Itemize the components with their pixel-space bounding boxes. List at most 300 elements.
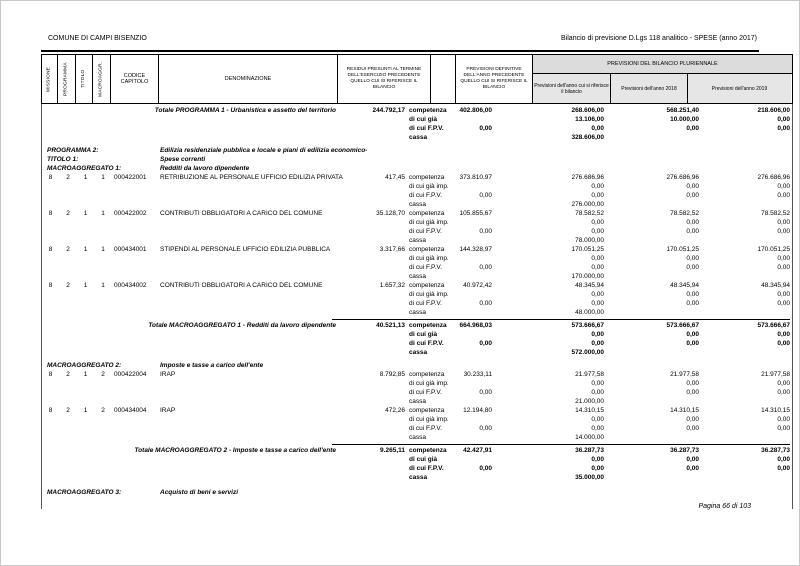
anno-2018-value: 0,00 bbox=[686, 456, 699, 463]
anno-riferimento-value: 276.686,96 bbox=[571, 174, 604, 181]
row-left-block bbox=[42, 415, 339, 424]
previsioni-definitive-value bbox=[445, 236, 492, 245]
row-left-block bbox=[42, 339, 339, 348]
residui-presunti-column-header: RESIDUI PRESUNTI AL TERMINE DELL'ESERCIZIO PRECEDENTE QUELLO CUI SI RIFERISCE IL BILANCIO bbox=[338, 54, 431, 104]
table-row bbox=[42, 254, 792, 263]
anno-2019-value: 170.051,25 bbox=[757, 246, 790, 253]
anno-riferimento-value: 78.582,52 bbox=[575, 210, 604, 217]
table-row bbox=[42, 191, 792, 200]
previsioni-definitive-value bbox=[445, 133, 492, 142]
previsioni-definitive-value bbox=[445, 290, 492, 299]
table-row bbox=[42, 339, 792, 348]
previsioni-definitive-value bbox=[445, 455, 492, 464]
anno-2018-value: 36.287,73 bbox=[670, 447, 699, 454]
anno-2018-value: 170.051,25 bbox=[666, 246, 699, 253]
previsioni-definitive-value bbox=[445, 415, 492, 424]
table-row bbox=[42, 308, 792, 317]
table-body bbox=[41, 104, 793, 509]
line-label: competenza bbox=[409, 210, 445, 217]
anno-riferimento-value: 170.051,25 bbox=[571, 246, 604, 253]
anno-2019-value bbox=[699, 133, 790, 142]
anno-riferimento-value: 572.000,00 bbox=[571, 349, 604, 356]
anno-riferimento-value: 0,00 bbox=[591, 416, 604, 423]
line-label: di cui già imp. bbox=[409, 416, 449, 423]
line-label: di cui F.P.V. bbox=[409, 228, 442, 235]
previsioni-definitive-value bbox=[445, 254, 492, 263]
anno-2018-value: 0,00 bbox=[686, 228, 699, 235]
row-left-block bbox=[42, 236, 339, 245]
residui-value: 472,26 bbox=[385, 407, 405, 414]
table-row bbox=[42, 455, 792, 464]
anno-2018-value bbox=[604, 308, 699, 317]
programma-code: 2 bbox=[66, 282, 70, 289]
line-label: di cui già imp. bbox=[409, 219, 449, 226]
anno-2018-value: 0,00 bbox=[686, 219, 699, 226]
capitolo-cell: 000422004 bbox=[114, 371, 147, 378]
anno-2018-value: 0,00 bbox=[686, 331, 699, 338]
previsioni-definitive-value: 0,00 bbox=[479, 425, 492, 432]
anno-2018-value bbox=[604, 133, 699, 142]
section-label: MACROAGGREGATO 2: bbox=[47, 362, 122, 369]
row-left-block bbox=[42, 173, 343, 182]
anno-2018-value bbox=[604, 200, 699, 209]
previsioni-definitive-value: 144.328,97 bbox=[459, 246, 492, 253]
titolo-code: 1 bbox=[83, 371, 88, 378]
anno-2019-value: 0,00 bbox=[777, 416, 790, 423]
anno-2019-value: 14.310,15 bbox=[761, 407, 790, 414]
missione-code: 8 bbox=[48, 371, 53, 378]
previsioni-definitive-value bbox=[445, 379, 492, 388]
totals-separator-line bbox=[332, 444, 790, 445]
programma-code: 2 bbox=[66, 407, 70, 414]
line-label: competenza bbox=[409, 107, 447, 114]
table-row bbox=[42, 370, 792, 379]
line-label: competenza bbox=[409, 246, 445, 253]
anno-riferimento-value: 48.345,94 bbox=[575, 282, 604, 289]
section-text: Acquisto di beni e servizi bbox=[160, 489, 239, 496]
previsioni-definitive-value: 0,00 bbox=[479, 264, 492, 271]
anno-riferimento-value: 35.000,00 bbox=[575, 474, 604, 481]
anno-riferimento-value: 0,00 bbox=[591, 125, 604, 132]
table-row bbox=[42, 415, 792, 424]
row-left-block bbox=[42, 406, 339, 415]
anno-riferimento-value: 0,00 bbox=[591, 264, 604, 271]
anno-riferimento-value: 14.310,15 bbox=[575, 407, 604, 414]
anno-2019-value: 0,00 bbox=[777, 340, 790, 347]
anno-2018-value: 276.686,96 bbox=[666, 174, 699, 181]
anno-riferimento-value: 21.000,00 bbox=[575, 398, 604, 405]
anno-2019-value: 0,00 bbox=[777, 192, 790, 199]
capitolo-cell: 000434004 bbox=[114, 407, 147, 414]
table-row bbox=[42, 106, 792, 115]
line-label: di cui F.P.V. bbox=[409, 389, 442, 396]
anno-riferimento-value: 0,00 bbox=[591, 291, 604, 298]
residui-value bbox=[339, 379, 405, 388]
table-row bbox=[42, 272, 792, 281]
section-row bbox=[42, 488, 792, 497]
denominazione-cell: RETRIBUZIONE AL PERSONALE UFFICIO EDILIZIA PRIVATA bbox=[160, 174, 343, 181]
macroaggr-code: 2 bbox=[101, 371, 105, 378]
anno-riferimento-value: 170.000,00 bbox=[571, 273, 604, 280]
previsioni-definitive-value bbox=[445, 115, 492, 124]
row-left-block bbox=[42, 388, 339, 397]
row-left-block bbox=[42, 115, 339, 124]
previsioni-definitive-value: 0,00 bbox=[479, 389, 492, 396]
anno-2018-value: 0,00 bbox=[686, 300, 699, 307]
anno-2019-value: 0,00 bbox=[777, 183, 790, 190]
missione-code: 8 bbox=[48, 282, 53, 289]
table-row bbox=[42, 218, 792, 227]
table-row bbox=[42, 236, 792, 245]
line-label: competenza bbox=[409, 282, 445, 289]
row-left-block bbox=[42, 263, 339, 272]
row-left-block bbox=[42, 473, 339, 482]
anno-2018-value: 0,00 bbox=[686, 192, 699, 199]
denominazione-cell: IRAP bbox=[160, 371, 176, 378]
previsioni-definitive-value: 664.968,03 bbox=[459, 322, 492, 329]
anno-2018-value: 0,00 bbox=[686, 264, 699, 271]
residui-value bbox=[339, 388, 405, 397]
table-header bbox=[41, 54, 793, 104]
anno-2019-value bbox=[699, 308, 790, 317]
row-left-block bbox=[42, 227, 339, 236]
anno-2019-value: 0,00 bbox=[777, 219, 790, 226]
table-row bbox=[42, 209, 792, 218]
anno-2018-value: 0,00 bbox=[686, 380, 699, 387]
section-text: Spese correnti bbox=[160, 156, 206, 163]
previsioni-definitive-value: 40.972,42 bbox=[463, 282, 492, 289]
line-label: di cui F.P.V. bbox=[409, 125, 444, 132]
line-label: di cui già bbox=[409, 331, 438, 338]
previsioni-definitive-value: 0,00 bbox=[479, 125, 492, 132]
table-row bbox=[42, 433, 792, 442]
anno-riferimento-value: 0,00 bbox=[591, 340, 604, 347]
page-number: Pagina 66 di 103 bbox=[698, 503, 751, 510]
residui-value: 8.792,85 bbox=[379, 371, 405, 378]
detail-row-group bbox=[42, 209, 792, 245]
table-row bbox=[42, 227, 792, 236]
previsioni-definitive-value bbox=[445, 348, 492, 357]
anno-riferimento-value: 276.000,00 bbox=[571, 201, 604, 208]
row-left-block bbox=[42, 133, 339, 142]
total-row-group bbox=[42, 106, 792, 142]
anno-2018-value bbox=[604, 348, 699, 357]
row-left-block bbox=[42, 281, 339, 290]
total-row-group bbox=[42, 321, 792, 357]
row-left-block bbox=[42, 254, 339, 263]
anno-2019-value: 78.582,52 bbox=[761, 210, 790, 217]
anno-2019-value: 36.287,73 bbox=[761, 447, 790, 454]
row-left-block bbox=[42, 272, 339, 281]
anno-riferimento-value: 0,00 bbox=[591, 183, 604, 190]
section-label: MACROAGGREGATO 3: bbox=[47, 489, 122, 496]
line-label: di cui già imp. bbox=[409, 255, 449, 262]
line-label: cassa bbox=[409, 434, 426, 441]
anno-2019-value bbox=[699, 433, 790, 442]
macroaggr-column-header: MACROAGGR. bbox=[93, 54, 111, 104]
spacer-header-cell bbox=[431, 54, 456, 104]
missione-code: 8 bbox=[48, 210, 53, 217]
anno-riferimento-value: 0,00 bbox=[591, 228, 604, 235]
anno-2019-value: 0,00 bbox=[777, 300, 790, 307]
section-row bbox=[42, 361, 792, 370]
anno-2018-value: 0,00 bbox=[686, 183, 699, 190]
anno-2018-value bbox=[604, 397, 699, 406]
anno-2019-value: 573.666,67 bbox=[757, 322, 790, 329]
previsioni-definitive-value bbox=[445, 200, 492, 209]
residui-value bbox=[339, 263, 405, 272]
line-label: di cui F.P.V. bbox=[409, 300, 442, 307]
anno-2018-value: 568.251,40 bbox=[666, 107, 699, 114]
anno-riferimento-value: 0,00 bbox=[591, 425, 604, 432]
anno-2019-value: 218.606,00 bbox=[757, 107, 790, 114]
anno-2019-value: 0,00 bbox=[777, 228, 790, 235]
anno-2019-value: 0,00 bbox=[777, 380, 790, 387]
residui-value bbox=[339, 397, 405, 406]
anno-2019-value bbox=[699, 272, 790, 281]
table-row bbox=[42, 200, 792, 209]
anno-2019-value: 0,00 bbox=[777, 425, 790, 432]
residui-value: 244.792,17 bbox=[372, 107, 405, 114]
previsioni-definitive-value: 402.806,00 bbox=[459, 107, 492, 114]
previsioni-definitive-value: 12.194,80 bbox=[463, 407, 492, 414]
macroaggr-code: 1 bbox=[101, 282, 105, 289]
row-left-block bbox=[42, 299, 339, 308]
section-text: Edilizia residenziale pubblica e locale e piani di edilizia economico- bbox=[160, 147, 368, 154]
table-row bbox=[42, 124, 792, 133]
row-left-block bbox=[42, 308, 339, 317]
macroaggr-code: 2 bbox=[101, 407, 105, 414]
line-label: di cui già bbox=[409, 116, 438, 123]
residui-value bbox=[339, 473, 405, 482]
residui-value: 40.521,13 bbox=[376, 322, 405, 329]
macroaggr-code: 1 bbox=[101, 246, 105, 253]
anno-2019-value bbox=[699, 236, 790, 245]
programma-code: 2 bbox=[66, 174, 70, 181]
table-row bbox=[42, 330, 792, 339]
anno-2018-value bbox=[604, 236, 699, 245]
denominazione-cell: CONTRIBUTI OBBLIGATORI A CARICO DEL COMUNE bbox=[160, 282, 323, 289]
line-label: di cui F.P.V. bbox=[409, 340, 444, 347]
row-left-block bbox=[42, 370, 339, 379]
anno-2018-value bbox=[604, 433, 699, 442]
capitolo-cell: 000422001 bbox=[114, 174, 147, 181]
anno-2018-value: 0,00 bbox=[686, 389, 699, 396]
detail-row-group bbox=[42, 245, 792, 281]
anno-riferimento-value: 78.000,00 bbox=[575, 237, 604, 244]
row-left-block bbox=[42, 290, 339, 299]
row-left-block bbox=[42, 379, 339, 388]
missione-code: 8 bbox=[48, 174, 53, 181]
row-left-block bbox=[42, 209, 339, 218]
titolo-code: 1 bbox=[83, 282, 88, 289]
section-row bbox=[42, 146, 792, 155]
residui-value bbox=[339, 348, 405, 357]
residui-value bbox=[339, 133, 405, 142]
anno-2018-value: 0,00 bbox=[686, 416, 699, 423]
line-label: di cui già imp. bbox=[409, 291, 449, 298]
row-left-block bbox=[42, 348, 339, 357]
row-left-block bbox=[42, 424, 339, 433]
anno-2018-value: 0,00 bbox=[686, 291, 699, 298]
previsioni-definitive-value bbox=[445, 397, 492, 406]
capitolo-cell: 000434002 bbox=[114, 282, 147, 289]
anno-riferimento-value: 36.287,73 bbox=[575, 447, 604, 454]
previsioni-definitive-value bbox=[445, 272, 492, 281]
detail-row-group bbox=[42, 173, 792, 209]
table-row bbox=[42, 464, 792, 473]
previsioni-definitive-value: 0,00 bbox=[479, 192, 492, 199]
residui-value bbox=[339, 308, 405, 317]
missione-code: 8 bbox=[48, 246, 53, 253]
section-row bbox=[42, 164, 792, 173]
anno-2019-value: 0,00 bbox=[777, 255, 790, 262]
residui-value bbox=[339, 272, 405, 281]
residui-value bbox=[339, 200, 405, 209]
previsioni-definitive-value bbox=[445, 218, 492, 227]
residui-value bbox=[339, 236, 405, 245]
table-row bbox=[42, 446, 792, 455]
residui-value bbox=[339, 290, 405, 299]
anno-2018-value: 48.345,94 bbox=[670, 282, 699, 289]
anno-2019-value: 0,00 bbox=[777, 125, 790, 132]
residui-value bbox=[339, 299, 405, 308]
anno-2019-value bbox=[699, 397, 790, 406]
programma-column-header: PROGRAMMA bbox=[58, 54, 76, 104]
titolo-column-header: TITOLO bbox=[76, 54, 93, 104]
anno-2018-value: 78.582,52 bbox=[670, 210, 699, 217]
anno-2018-value: 0,00 bbox=[686, 425, 699, 432]
residui-value bbox=[339, 254, 405, 263]
anno-2019-value: 0,00 bbox=[777, 465, 790, 472]
table-row bbox=[42, 348, 792, 357]
residui-value bbox=[339, 330, 405, 339]
row-left-block bbox=[42, 218, 339, 227]
previsioni-definitive-value bbox=[445, 330, 492, 339]
row-left-block bbox=[42, 455, 339, 464]
macroaggr-code: 1 bbox=[101, 174, 105, 181]
residui-value: 3.317,66 bbox=[379, 246, 405, 253]
table-row bbox=[42, 406, 792, 415]
macroaggr-code: 1 bbox=[101, 210, 105, 217]
bilancio-pluriennale-band: PREVISIONI DEL BILANCIO PLURIENNALE bbox=[533, 55, 792, 74]
previsioni-definitive-value: 0,00 bbox=[479, 228, 492, 235]
previsioni-definitive-value: 0,00 bbox=[479, 340, 492, 347]
line-label: competenza bbox=[409, 447, 447, 454]
programma-code: 2 bbox=[66, 246, 70, 253]
row-left-block bbox=[42, 464, 339, 473]
previsioni-definitive-value: 42.427,91 bbox=[463, 447, 492, 454]
anno-2018-value: 573.666,67 bbox=[666, 322, 699, 329]
anno-riferimento-value: 0,00 bbox=[591, 300, 604, 307]
total-row-group bbox=[42, 446, 792, 482]
anno-riferimento-value: 0,00 bbox=[591, 456, 604, 463]
anno-2018-value: 0,00 bbox=[686, 125, 699, 132]
anno-2018-value: 0,00 bbox=[686, 340, 699, 347]
anno-2019-value bbox=[699, 200, 790, 209]
anno-2019-value: 21.977,58 bbox=[761, 371, 790, 378]
bilancio-pluriennale-header-group bbox=[533, 54, 793, 104]
residui-value bbox=[339, 124, 405, 133]
residui-value bbox=[339, 227, 405, 236]
anno-riferimento-value: 0,00 bbox=[591, 192, 604, 199]
codice-capitolo-column-header: CODICE CAPITOLO bbox=[111, 54, 159, 104]
anno-riferimento-value: 0,00 bbox=[591, 255, 604, 262]
anno-2018-value: 0,00 bbox=[686, 465, 699, 472]
line-label: di cui F.P.V. bbox=[409, 192, 442, 199]
section-text: Imposte e tasse a carico dell'ente bbox=[160, 362, 264, 369]
row-left-block bbox=[42, 124, 339, 133]
anno-2019-value: 0,00 bbox=[777, 331, 790, 338]
line-label: cassa bbox=[409, 349, 428, 356]
table-row bbox=[42, 263, 792, 272]
residui-value bbox=[339, 339, 405, 348]
denominazione-cell: IRAP bbox=[160, 407, 176, 414]
anno-2019-value: 0,00 bbox=[777, 116, 790, 123]
anno-2019-value: 276.686,96 bbox=[757, 174, 790, 181]
anno-2018-value: 21.977,58 bbox=[670, 371, 699, 378]
previsioni-definitive-value: 30.233,11 bbox=[463, 371, 492, 378]
anno-riferimento-value: 0,00 bbox=[591, 380, 604, 387]
anno-riferimento-column-header: Previsioni dell'anno cui si riferisce il bilancio bbox=[533, 74, 611, 103]
residui-value bbox=[339, 115, 405, 124]
anno-2019-value bbox=[699, 348, 790, 357]
programma-code: 2 bbox=[66, 371, 70, 378]
residui-value: 35.128,70 bbox=[376, 210, 405, 217]
line-label: competenza bbox=[409, 174, 445, 181]
line-label: cassa bbox=[409, 237, 426, 244]
document-title: Bilancio di previsione D.Lgs 118 analitico - SPESE (anno 2017) bbox=[561, 35, 757, 42]
anno-2018-value: 14.310,15 bbox=[670, 407, 699, 414]
line-label: di cui già bbox=[409, 456, 438, 463]
table-row bbox=[42, 290, 792, 299]
row-left-block bbox=[42, 200, 339, 209]
anno-riferimento-value: 0,00 bbox=[591, 389, 604, 396]
entity-name: COMUNE DI CAMPI BISENZIO bbox=[48, 35, 147, 42]
line-label: di cui F.P.V. bbox=[409, 465, 444, 472]
residui-value: 9.265,11 bbox=[380, 447, 405, 454]
row-left-block bbox=[42, 330, 339, 339]
residui-value bbox=[339, 218, 405, 227]
denominazione-column-header: DENOMINAZIONE bbox=[159, 54, 338, 104]
line-label: cassa bbox=[409, 398, 426, 405]
denominazione-cell: STIPENDI AL PERSONALE UFFICIO EDILIZIA PUBBLICA bbox=[160, 246, 331, 253]
residui-value bbox=[339, 182, 405, 191]
programma-code: 2 bbox=[66, 210, 70, 217]
table-row bbox=[42, 388, 792, 397]
residui-value bbox=[339, 433, 405, 442]
table-row bbox=[42, 379, 792, 388]
anno-riferimento-value: 0,00 bbox=[591, 465, 604, 472]
anno-2019-value: 0,00 bbox=[777, 291, 790, 298]
header-rule bbox=[41, 50, 759, 52]
total-label: Totale MACROAGGREGATO 1 - Redditi da lavoro dipendente bbox=[148, 322, 336, 329]
row-left-block bbox=[42, 433, 339, 442]
previsioni-definitive-value: 373.810,97 bbox=[459, 174, 492, 181]
table-row bbox=[42, 424, 792, 433]
detail-row-group bbox=[42, 281, 792, 317]
line-label: di cui F.P.V. bbox=[409, 425, 442, 432]
residui-value: 1.657,32 bbox=[379, 282, 405, 289]
residui-value: 417,45 bbox=[385, 174, 405, 181]
row-left-block bbox=[42, 182, 339, 191]
line-label: di cui già imp. bbox=[409, 380, 449, 387]
table-row bbox=[42, 281, 792, 290]
line-label: competenza bbox=[409, 322, 447, 329]
total-label: Totale PROGRAMMA 1 - Urbanistica e assetto del territorio bbox=[154, 107, 336, 114]
anno-riferimento-value: 0,00 bbox=[591, 331, 604, 338]
anno-2018-value: 0,00 bbox=[686, 255, 699, 262]
